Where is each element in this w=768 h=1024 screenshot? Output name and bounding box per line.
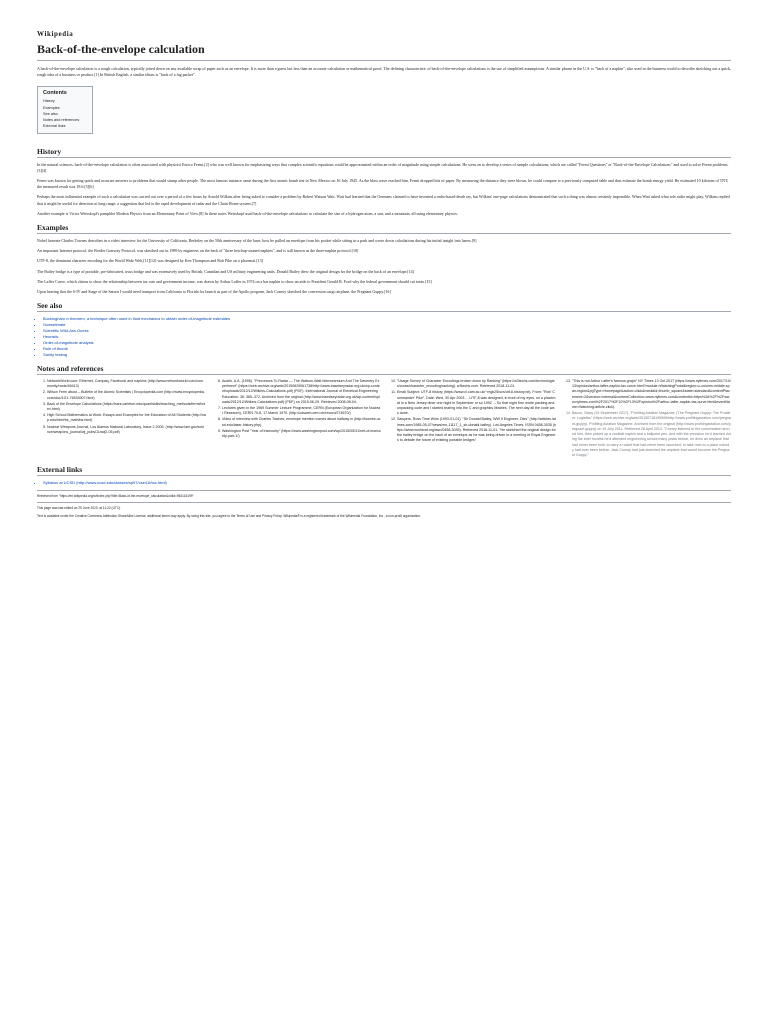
wikipedia-wordmark[interactable]: Wikipedia <box>37 30 74 38</box>
history-paragraph: Another example is Victor Weisskopf's pamphlet Modern Physics from an Elementary Point of View.[8] In these notes Weisskopf used back-of-the-envelope calculations to calculate the size of a hydrogen atom, a star, and a mountain, all using elementary physics. <box>37 210 458 216</box>
examples-paragraph: Upon hearing that the S-IV and Stage of the Saturn I would need transport from California to Florida for launch as part of the Apollo program, Jack Conroy sketched the conversion cargo airplane, the Pregnant Guppy.[16] <box>37 288 391 294</box>
toc-item-examples[interactable]: Examples <box>43 105 60 110</box>
references-column <box>212 379 381 459</box>
history-paragraph: Fermi was known for getting quick and accurate answers to problems that would stump other people. The most famous instance came during the first atomic bomb test in New Mexico on 16 July 1945. As the blast wave reached him, Fermi dropped bits of paper. By measuring the distance they were blown, he could compare to a previously computed table and thus estimate the bomb energy yield. He estimated 10 kilotons of TNT; the measured result was 18.6.[5][6] <box>37 178 729 190</box>
examples-paragraph: Nobel laureate Charles Townes describes in a video interview for the University of California, Berkeley on the 50th anniversary of the laser, how he pulled an envelope from his pocket while sitting in a park and wrote down calculations during his initial insight into lasers.[9] <box>37 237 477 243</box>
retrieved-from[interactable]: Retrieved from "https://en.wikipedia.org/w/index.php?title=Back-of-the-envelope_calculation&oldid=964115199" <box>37 494 194 499</box>
toc-item-history[interactable]: History <box>43 99 55 104</box>
reference-item[interactable]: 8. Video of interview with Charles Townes; envelope mention comes about halfway in (http://townes.ucsd.edu/laser-history.php) <box>222 417 381 427</box>
section-heading-external-links: External links <box>37 465 731 476</box>
lead-paragraph: A back-of-the-envelope calculation is a rough calculation, typically jotted down on any available scrap of paper such as an envelope. It is more than a guess but less than an accurate calculation or mathematical proof. The defining characteristic of back-of-the-envelope calculations is the use of simplified assumptions. A similar phrase in the U.S. is "back of a napkin", also used in the business world to describe sketching out a quick, rough idea of a business or product.[1] In British English, a similar idiom is "back of a fag packet". <box>37 66 731 78</box>
reference-item[interactable]: 4. High School Mathematics at Work: Essays and Examples for the Education of All Students (http://nap.edu/html/hs_math/bs.html) <box>47 413 206 423</box>
see-also-item[interactable]: • Buckingham π theorem, a technique often used in fluid mechanics to obtain order-of-magnitude estimates <box>43 316 731 322</box>
divider <box>37 490 731 491</box>
reference-item[interactable]: 14. Bacon, Stacy (15 September 2017). "Profiting Aviation Magazine | The Pregnant Guppy: The Problem: Logistics" (https://web.archive.org/web/20150718195906/http://www.profitingaviation.com/pregnant-guppy). Profiting Aviation Magazine. Archived from the original (http://www.profitingaviation.com/pregnant-guppy) on 15 July 2011. Retrieved 28 April 2013. "Conroy listened to the conversation around him, then picked up a cocktail napkin and a ballpoint pen. And with the precision he'd learned during the brief months he'd attended engineering school many years before, he drew an airplane that had never been built, to carry a rocket that had never been launched, to take man to a place nobody had ever been before. Jack Conroy had just sketched the airplane that would become the Pregnant Guppy." <box>572 411 731 458</box>
toc-title: Contents <box>43 90 67 97</box>
examples-paragraph: The Laffer Curve, which claims to show the relationship between tax cuts and government income, was drawn by Arthur Laffer in 1974 on a bar napkin to show an aide to President Gerald R. Ford why the federal government should cut taxes.[15] <box>37 278 432 284</box>
references-list <box>37 379 731 459</box>
examples-paragraph: An important Internet protocol, the Border Gateway Protocol, was sketched out in 1989 by engineers on the back of "three ketchup-stained napkins", and is still known as the three-napkin protocol.[10] <box>37 248 359 254</box>
article-page <box>37 30 731 522</box>
toc-item-notes[interactable]: Notes and references <box>43 118 80 123</box>
table-of-contents <box>37 86 93 133</box>
reference-item[interactable]: 2. Wilson Ferm about – Bulletin of the Atomic Scientists | Encyclopedia.com (http://www.encyclopedia.com/doc/1G1-76534007.html) <box>47 390 206 400</box>
reference-item[interactable]: 5. Nuclear Weapons Journal, Los Alamos National Laboratory, Issue 2 2005. (http://www.lanl.gov/science/weapons_journal/wj_pubs/11nwj2-05.pdf) <box>47 425 206 435</box>
external-link-item[interactable]: • Syllabus at UCSD (http://www.ucsd.edu/classes/sp97/cse41t/toc.html) <box>43 480 731 486</box>
history-paragraph: In the natural sciences, back-of-the-envelope calculation is often associated with physicist Enrico Fermi,[2] who was well known for emphasizing ways that complex scientific equations could be approximated within an order of magnitude using simple calculations. He went on to develop a series of sample calculations, which are called "Fermi Questions" or "Back-of-the-Envelope Calculations" and used to solve Fermi problems.[3][4] <box>37 161 729 173</box>
see-also-item[interactable]: • Rule of thumb <box>43 346 731 352</box>
references-column <box>37 379 206 459</box>
examples-paragraph: The Bailey bridge is a type of portable, pre-fabricated, truss bridge and was extensively used by British, Canadian and US military engineering units. Donald Bailey drew the original design for the bridge on the back of an envelope.[14] <box>37 268 415 274</box>
reference-item[interactable]: 3. Back of the Envelope Calculations (https://ears.carleton.edu/quantskills/teaching_methods/fermi/index.html) <box>47 402 206 412</box>
see-also-item[interactable]: • Order-of-magnitude analysis <box>43 340 731 346</box>
reference-item[interactable]: 12. Sawyers, Ross Time Wins (1993-01-01). "Sir Donald Bailey, WW II Engineer, Dies" (http://articles.latimes.com/1985-05-07/news/mn-11117_1_sir-donald-bailey). Los Angeles Times. ISSN 0458-3035 (https://www.worldcat.org/issn/0458-3035). Retrieved 2018-11-01. "He sketched the original design for the bailey bridge on the back of an envelope as he was being driven to a meeting of Royal Engineers to debate the future of existing portable bridges" <box>397 417 556 443</box>
license-text: Text is available under the Creative Commons Attribution-ShareAlike License; additional terms may apply. By using this site, you agree to the Terms of Use and Privacy Policy. Wikipedia® is a registered trademark of the Wikimedia Foundation, Inc., a non-profit organization. <box>37 513 421 518</box>
reference-item[interactable]: 7. Lectures given in the 1969 Summer Lecture Programme, CERN (European Organization for Nuclear Research), CERN 70-8, 17 March 1970. (http://cdsweb.cern.ch/record/274670/) <box>222 406 381 416</box>
page-footer <box>37 502 731 519</box>
external-links-list <box>37 480 731 486</box>
see-also-item[interactable]: • Scientific Wild-Ass Guess <box>43 328 731 334</box>
reference-item[interactable]: 1. NetworkWorld.com: Ethernet, Compaq, Facebook and napkins (http://www.networkworld.com/community/node/46413) <box>47 379 206 389</box>
reference-item[interactable]: 6. Austin, A.A. (1996). "Precursors To Radar — The Watson-Watt Memorandum And The Daventry Experiment" (https://web.archive.org/web/20150629061738/http://www.bawdseyradar.org.uk/wp-content/uploads/2012/12/Wilkins-Calculations.pdf) (PDF). International Journal of Electrical Engineering Education. 36: 365–372. Archived from the original (http://www.bawdseyradar.org.uk/wp-content/uploads/2012/12/Wilkins-Calculations.pdf) (PDF) on 2015-06-29. Retrieved 2008-08-04. <box>222 379 381 405</box>
examples-paragraph: UTF-8, the dominant character encoding for the World Wide Web,[11][12] was designed by Ken Thompson and Rob Pike on a placemat.[13] <box>37 258 263 264</box>
toc-item-external-links[interactable]: External links <box>43 124 66 129</box>
see-also-item[interactable]: • Sanity testing <box>43 352 731 358</box>
see-also-list <box>37 316 731 358</box>
page-title: Back-of-the-envelope calculation <box>37 42 731 61</box>
see-also-item[interactable]: • Heuristic <box>43 334 731 340</box>
section-heading-notes: Notes and references <box>37 364 731 375</box>
section-heading-see-also: See also <box>37 301 731 312</box>
references-column <box>562 379 731 459</box>
references-column <box>387 379 556 459</box>
last-edited-text: This page was last edited on 25 June 2020, at 11:22 (UTC). <box>37 505 122 510</box>
history-paragraph: Perhaps the most influential example of such a calculation was carried out over a period of a few hours by Arnold Wilkins after being asked to consider a problem by Robert Watson Watt. Watt had learned that the Germans claimed to have invented a radio-based death ray, but Wilkins' one-page calculations demonstrated that such a thing was almost certainly impossible. When Watt asked what role radio might play, Wilkins replied that it might be useful for detection at long range, a suggestion that led to the rapid development of radar and the Chain Home system.[7] <box>37 194 730 206</box>
reference-item[interactable]: 10. "Usage Survey of Character Encodings broken down by Ranking" (https://w3techs.com/technologies/cross/character_encoding/ranking). w3techs.com. Retrieved 2018-11-01. <box>397 379 556 389</box>
reference-item[interactable]: 11. Email Subject: UTF-8 history (https://www.cl.cam.ac.uk/~mgk25/ucs/utf-8-history.txt). From: "Rob 'Commander' Pike". Date: Wed, 30 Apr 2003 ... UTF-8 was designed, in front of my eyes, on a placemat in a New Jersey diner one night in September or so 1992 ... So that night Ken wrote packing and unpacking code and I started tearing into the C and graphics libraries. The next day all the code was done. <box>397 390 556 416</box>
reference-item[interactable]: 13. "This is not Arthur Laffer's famous graph" NY Times 13 Oct 2017 (https://www.nytimes.com/2017/10/13/opinion/arthur-laffer-napkin-tax-curve.html?module=WatchingPortal&region=c-column-middle-span-region&pgType=Homepage&action=click&mediaId=thumb_square&state=standard&contentPlacement=2&version=internal&contentCollection=www.nytimes.com&contentId=https%3A%2F%2Fwww.nytimes.com%2F2017%2F10%2F13%2Fopinion%2Farthur-laffer-napkin-tax-curve.html&eventName=Watching-article-click). <box>572 379 731 410</box>
section-heading-history: History <box>37 147 731 158</box>
toc-item-see-also[interactable]: See also <box>43 111 58 116</box>
reference-item[interactable]: 9. Washington Post "Year of Insecurity" (https://www.washingtonpost.com/wp/2015/05/31/net-of-insecurity-part-1/) <box>222 429 381 439</box>
section-heading-examples: Examples <box>37 223 731 234</box>
see-also-item[interactable]: • Guesstimate <box>43 322 731 328</box>
